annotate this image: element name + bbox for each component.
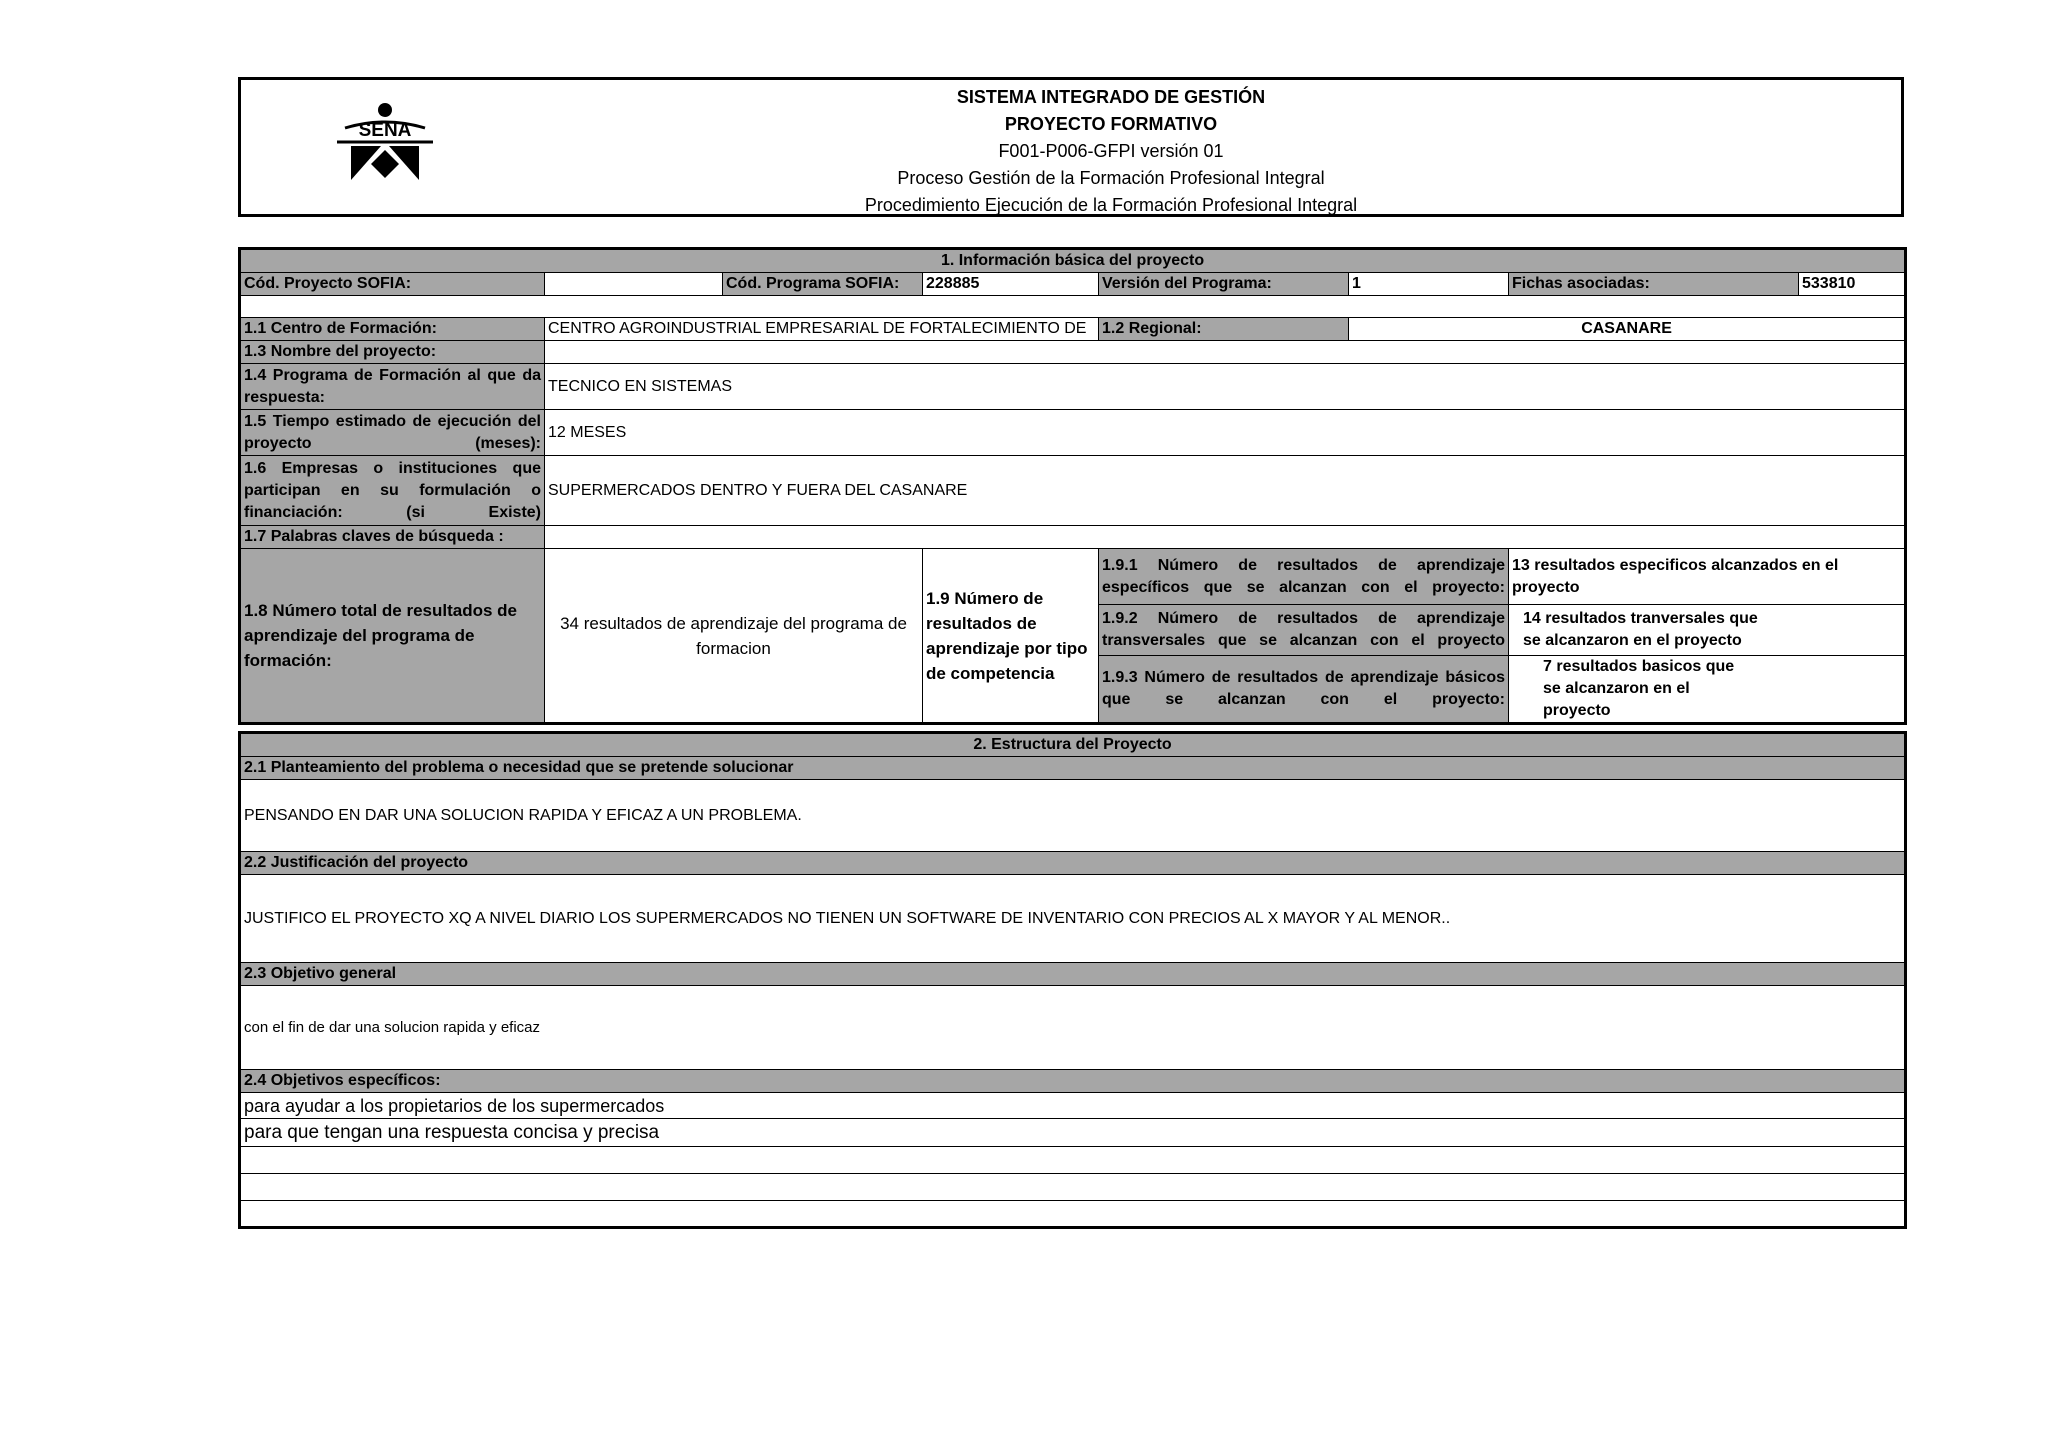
palabras-claves-field[interactable]: [545, 526, 1906, 549]
objetivo-general-label: 2.3 Objetivo general: [240, 963, 1906, 986]
cod-proyecto-label: Cód. Proyecto SOFIA:: [240, 273, 545, 296]
nombre-proyecto-label: 1.3 Nombre del proyecto:: [240, 341, 545, 364]
header-system-title: SISTEMA INTEGRADO DE GESTIÓN: [956, 87, 1266, 107]
tiempo-estimado-field[interactable]: 12 MESES: [545, 410, 1906, 456]
justificacion-field[interactable]: JUSTIFICO EL PROYECTO XQ A NIVEL DIARIO LOS SUPERMERCADOS NO TIENEN UN SOFTWARE DE INVENTARIO CON PRECIOS AL X MAYOR Y AL MENOR..: [240, 875, 1906, 963]
section2-title: 2. Estructura del Proyecto: [240, 733, 1906, 757]
basicos-label: 1.9.3 Número de resultados de aprendizaje básicos que se alcanzan con el proyecto:: [1099, 656, 1509, 724]
nombre-proyecto-field[interactable]: [545, 341, 1906, 364]
regional-label: 1.2 Regional:: [1099, 318, 1349, 341]
tiempo-estimado-label: 1.5 Tiempo estimado de ejecución del proyecto (meses):: [240, 410, 545, 456]
cod-programa-label: Cód. Programa SOFIA:: [723, 273, 923, 296]
svg-text:SENA: SENA: [358, 120, 412, 141]
total-resultados-field[interactable]: 34 resultados de aprendizaje del programa de formacion: [545, 549, 923, 724]
problema-field[interactable]: PENSANDO EN DAR UNA SOLUCION RAPIDA Y EFICAZ A UN PROBLEMA.: [240, 780, 1906, 852]
header-text-block: [761, 84, 1461, 219]
objetivo-especifico-row[interactable]: [240, 1174, 1906, 1201]
section1-title: 1. Información básica del proyecto: [240, 249, 1906, 273]
programa-formacion-field[interactable]: TECNICO EN SISTEMAS: [545, 364, 1906, 410]
header-form-code: F001-P006-GFPI versión 01: [998, 141, 1224, 161]
empresas-field[interactable]: SUPERMERCADOS DENTRO Y FUERA DEL CASANARE: [545, 456, 1906, 526]
cod-proyecto-field[interactable]: [545, 273, 723, 296]
basic-info-table: [238, 247, 1907, 725]
header-procedure: Procedimiento Ejecución de la Formación Profesional Integral: [864, 195, 1358, 215]
transversales-label: 1.9.2 Número de resultados de aprendizaje transversales que se alcanzan con el proyecto: [1099, 605, 1509, 656]
regional-field[interactable]: CASANARE: [1349, 318, 1906, 341]
objetivo-especifico-row[interactable]: para que tengan una respuesta concisa y precisa: [240, 1119, 1906, 1147]
version-programa-label: Versión del Programa:: [1099, 273, 1349, 296]
fichas-asociadas-field[interactable]: 533810: [1799, 273, 1906, 296]
header-form-title: PROYECTO FORMATIVO: [1004, 114, 1218, 134]
project-structure-table: [238, 731, 1907, 1229]
palabras-claves-label: 1.7 Palabras claves de búsqueda :: [240, 526, 545, 549]
por-tipo-label: 1.9 Número de resultados de aprendizaje por tipo de competencia: [923, 549, 1099, 724]
especificos-label: 1.9.1 Número de resultados de aprendizaje específicos que se alcanzan con el proyecto:: [1099, 549, 1509, 605]
especificos-field[interactable]: 13 resultados especificos alcanzados en el proyecto: [1509, 549, 1906, 605]
justificacion-label: 2.2 Justificación del proyecto: [240, 852, 1906, 875]
centro-formacion-field[interactable]: CENTRO AGROINDUSTRIAL EMPRESARIAL DE FORTALECIMIENTO DE: [545, 318, 1099, 341]
fichas-asociadas-label: Fichas asociadas:: [1509, 273, 1799, 296]
objetivo-especifico-row[interactable]: para ayudar a los propietarios de los supermercados: [240, 1093, 1906, 1119]
version-programa-field[interactable]: 1: [1349, 273, 1509, 296]
objetivos-especificos-label: 2.4 Objetivos específicos:: [240, 1070, 1906, 1093]
document-header: [238, 77, 1904, 217]
objetivo-especifico-row[interactable]: [240, 1201, 1906, 1228]
sena-logo-icon: [325, 102, 445, 182]
problema-label: 2.1 Planteamiento del problema o necesidad que se pretende solucionar: [240, 757, 1906, 780]
transversales-field[interactable]: 14 resultados tranversales que se alcanzaron en el proyecto: [1509, 605, 1906, 656]
spacer-row: [240, 296, 1906, 318]
empresas-label: 1.6 Empresas o instituciones que participan en su formulación o financiación: (si Existe): [240, 456, 545, 526]
basicos-field[interactable]: 7 resultados basicos que se alcanzaron en el proyecto: [1509, 656, 1906, 724]
header-process: Proceso Gestión de la Formación Profesional Integral: [897, 168, 1325, 188]
centro-formacion-label: 1.1 Centro de Formación:: [240, 318, 545, 341]
objetivo-general-field[interactable]: con el fin de dar una solucion rapida y eficaz: [240, 986, 1906, 1070]
objetivo-especifico-row[interactable]: [240, 1147, 1906, 1174]
cod-programa-field[interactable]: 228885: [923, 273, 1099, 296]
total-resultados-label: 1.8 Número total de resultados de aprendizaje del programa de formación:: [240, 549, 545, 724]
programa-formacion-label: 1.4 Programa de Formación al que da respuesta:: [240, 364, 545, 410]
